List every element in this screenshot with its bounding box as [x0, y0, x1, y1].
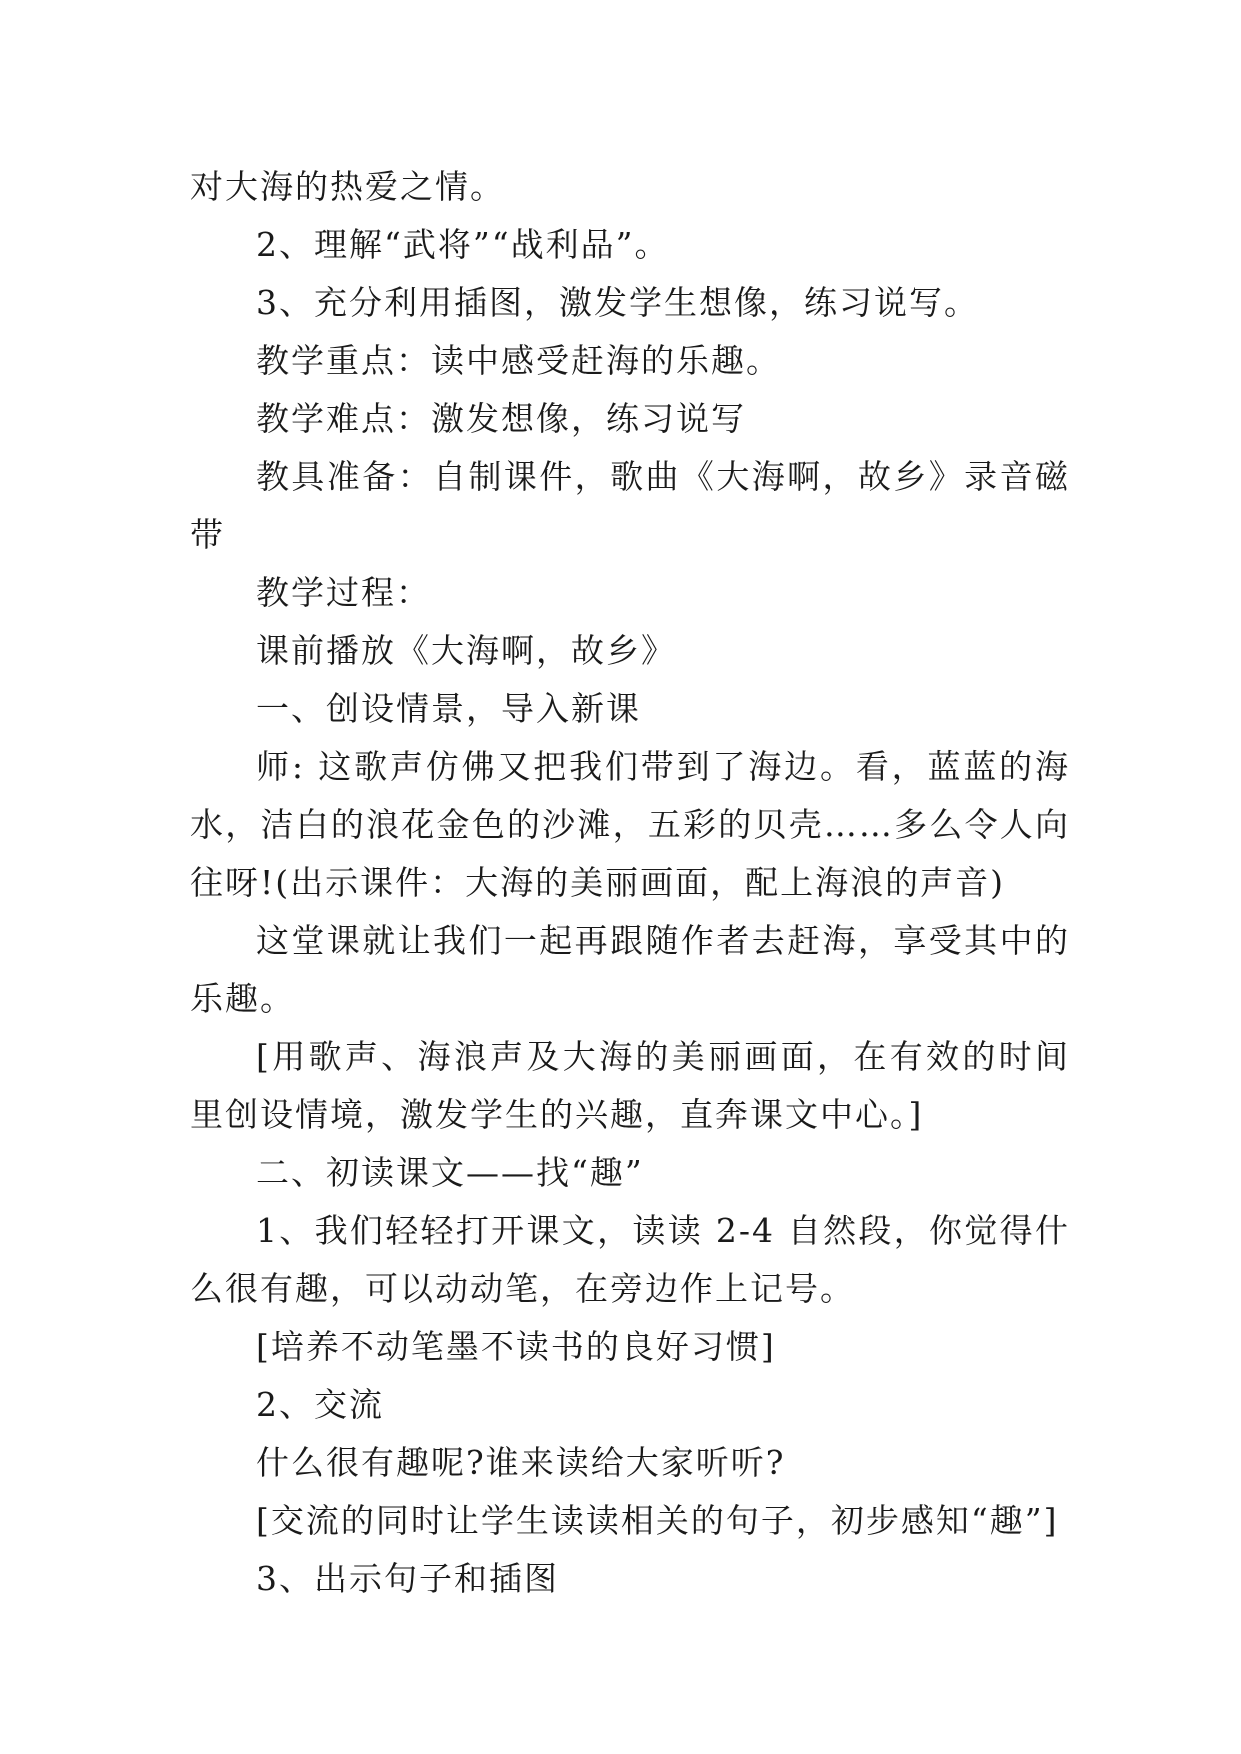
annotation-paragraph: [用歌声、海浪声及大海的美丽画面，在有效的时间里创设情境，激发学生的兴趣，直奔课文中心。]: [190, 1037, 1070, 1134]
paragraph: 师: 这歌声仿佛又把我们带到了海边。看，蓝蓝的海水，洁白的浪花金色的沙滩，五彩的贝壳……多么令人向往呀!(出示课件：大海的美丽画面，配上海浪的声音): [190, 747, 1070, 902]
section-heading: 二、初读课文——找“趣”: [256, 1153, 644, 1192]
paragraph: 教具准备：自制课件，歌曲《大海啊，故乡》录音磁带: [190, 457, 1070, 554]
paragraph: 对大海的热爱之情。: [190, 167, 505, 206]
paragraph: 3、充分利用插图，激发学生想像，练习说写。: [256, 283, 979, 322]
paragraph: 教学重点：读中感受赶海的乐趣。: [256, 341, 781, 380]
paragraph: 教学难点：激发想像，练习说写: [256, 399, 746, 438]
section-heading: 一、创设情景，导入新课: [256, 689, 641, 728]
paragraph: 这堂课就让我们一起再跟随作者去赶海，享受其中的乐趣。: [190, 921, 1070, 1018]
paragraph: 2、交流: [256, 1385, 384, 1424]
paragraph: 课前播放《大海啊，故乡》: [256, 631, 676, 670]
annotation-paragraph: [交流的同时让学生读读相关的句子，初步感知“趣”]: [256, 1501, 1059, 1540]
paragraph: 1、我们轻轻打开课文，读读 2-4 自然段，你觉得什么很有趣，可以动动笔，在旁边作上记号。: [190, 1211, 1070, 1308]
annotation-paragraph: [培养不动笔墨不读书的良好习惯]: [256, 1327, 776, 1366]
paragraph: 3、出示句子和插图: [256, 1559, 559, 1598]
document-body: [190, 158, 1070, 1608]
paragraph: 教学过程：: [256, 573, 431, 612]
paragraph: 什么很有趣呢?谁来读给大家听听?: [256, 1443, 786, 1482]
paragraph: 2、理解“武将”“战利品”。: [256, 225, 670, 264]
